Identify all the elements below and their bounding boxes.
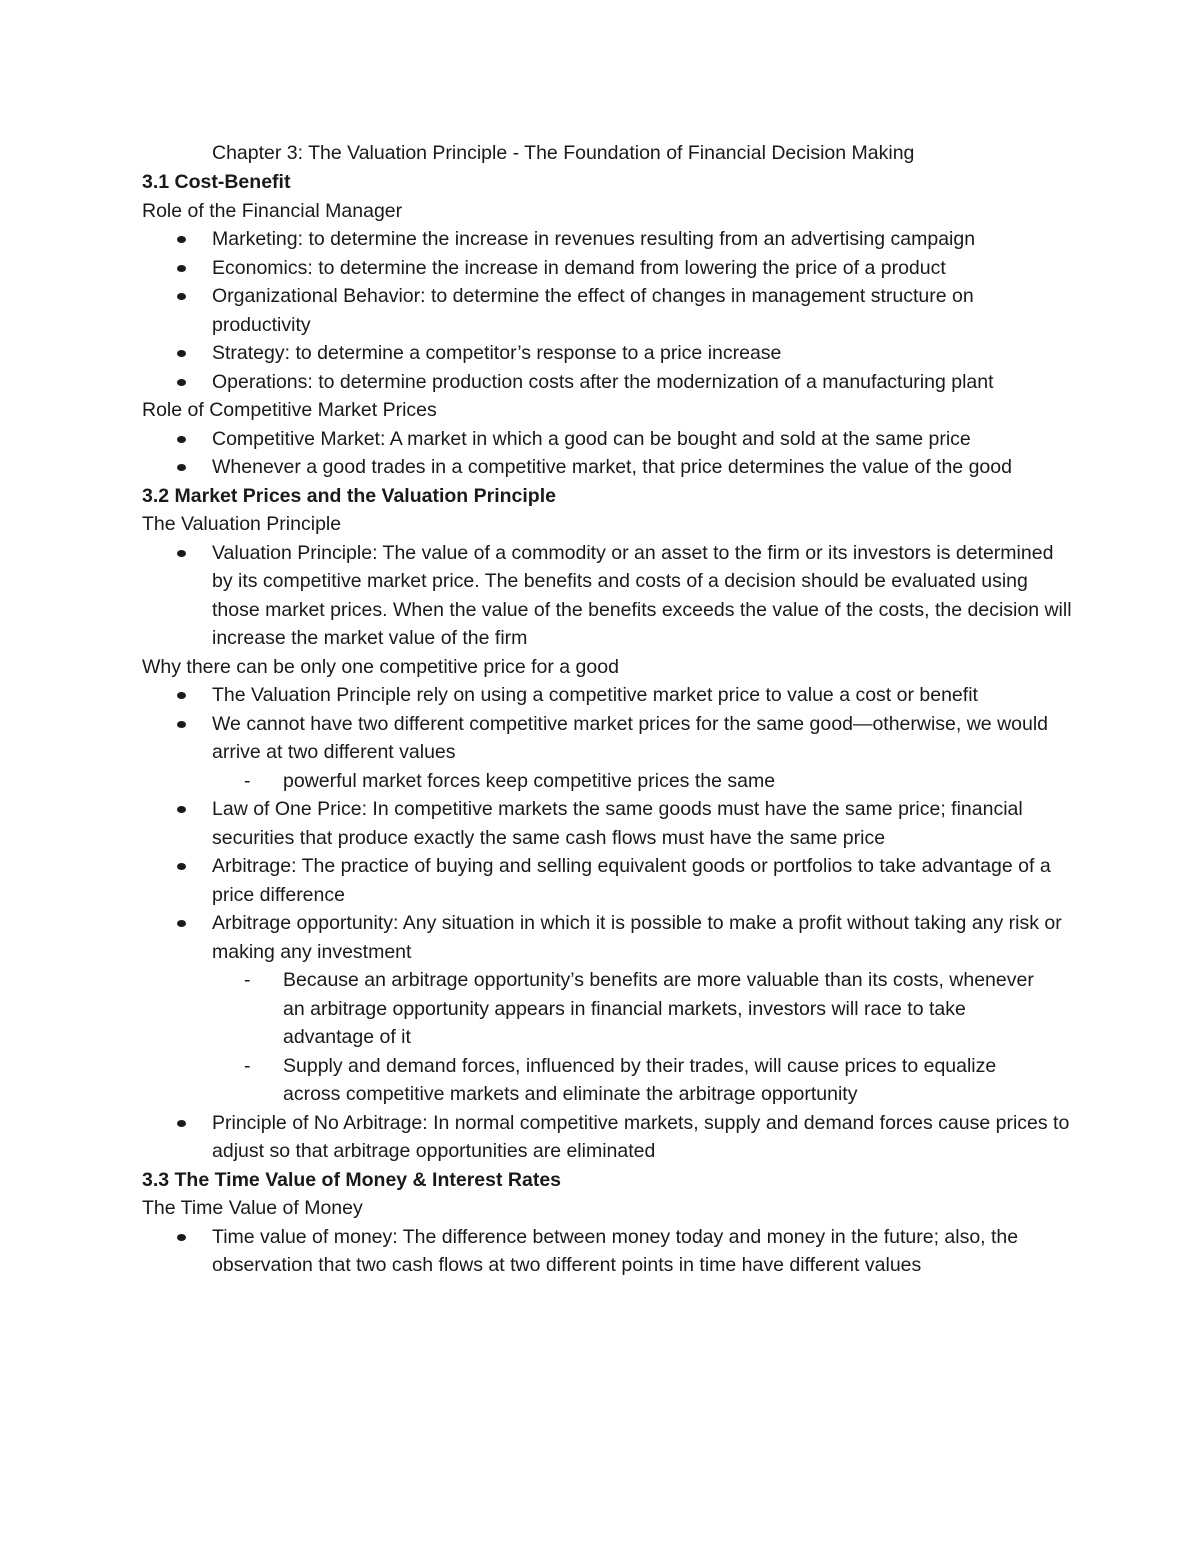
sub-bullet-text: Supply and demand forces, influenced by their trades, will cause prices to equalize across competitive markets and eliminate the arbitrage opportunity: [283, 1054, 997, 1105]
subsection-title: The Valuation Principle: [142, 513, 342, 535]
sub-bullet-item: [212, 966, 1043, 1052]
bullet-icon: [177, 464, 186, 471]
sub-bullet-text: Because an arbitrage opportunity’s benefits are more valuable than its costs, whenever an arbitrage opportunity appears in financial markets, investors will race to take advantage of it: [283, 969, 1034, 1048]
bullet-list: [142, 225, 1072, 396]
bullet-icon: [177, 692, 186, 699]
sub-bullet-list: [212, 966, 1072, 1109]
bullet-icon: [177, 350, 186, 357]
bullet-icon: [177, 293, 186, 300]
bullet-text: Time value of money: The difference between money today and money in the future; also, the observation that two cash flows at two different points in time have different values: [212, 1225, 1019, 1276]
bullet-list: [142, 425, 1072, 482]
dash-icon: -: [244, 969, 251, 991]
bullet-item: [142, 368, 1072, 397]
bullet-icon: [177, 806, 186, 813]
section-heading: 3.2 Market Prices and the Valuation Principle: [142, 484, 556, 507]
dash-icon: -: [244, 769, 251, 792]
bullet-text: The Valuation Principle rely on using a competitive market price to value a cost or benefit: [212, 684, 978, 706]
bullet-item: [142, 795, 1072, 852]
bullet-list: [142, 1223, 1072, 1280]
bullet-text: Arbitrage: The practice of buying and selling equivalent goods or portfolios to take advantage of a price difference: [212, 855, 1051, 906]
bullet-item: [142, 710, 1072, 796]
bullet-icon: [177, 920, 186, 927]
bullet-icon: [177, 379, 186, 386]
bullet-text: Strategy: to determine a competitor’s response to a price increase: [212, 342, 782, 364]
bullet-icon: [177, 236, 186, 243]
bullet-icon: [177, 550, 186, 557]
bullet-icon: [177, 265, 186, 272]
bullet-text: Whenever a good trades in a competitive market, that price determines the value of the good: [212, 456, 1012, 478]
section-heading: 3.3 The Time Value of Money & Interest Rates: [142, 1168, 562, 1191]
dash-icon: -: [244, 1054, 251, 1077]
section-heading: 3.1 Cost-Benefit: [142, 171, 291, 193]
bullet-text: Valuation Principle: The value of a commodity or an asset to the firm or its investors is determined by its competitive market price. The benefits and costs of a decision should be evaluated using those market prices. When the value of the benefits exceeds the value of the costs, the decision will increase the market value of the firm: [212, 541, 1072, 649]
bullet-item: [142, 425, 1072, 454]
bullet-text: Economics: to determine the increase in demand from lowering the price of a product: [212, 256, 946, 279]
bullet-text: Organizational Behavior: to determine the effect of changes in management structure on productivity: [212, 285, 974, 336]
sub-bullet-text: powerful market forces keep competitive prices the same: [283, 769, 776, 792]
sub-bullet-item: [212, 1052, 1043, 1109]
bullet-icon: [177, 436, 186, 443]
bullet-text: Marketing: to determine the increase in revenues resulting from an advertising campaign: [212, 228, 976, 250]
document-section: [142, 482, 1072, 1166]
bullet-item: [142, 1109, 1072, 1166]
bullet-icon: [177, 1120, 186, 1127]
subsection-title: Role of Competitive Market Prices: [142, 399, 437, 421]
bullet-text: We cannot have two different competitive market prices for the same good—otherwise, we would arrive at two different values: [212, 712, 1049, 763]
sub-bullet-list: [212, 767, 1072, 796]
bullet-icon: [177, 1234, 186, 1241]
bullet-text: Operations: to determine production costs after the modernization of a manufacturing plant: [212, 370, 994, 393]
bullet-item: [142, 339, 1072, 368]
document-section: [142, 1166, 1072, 1280]
bullet-item: [142, 852, 1072, 909]
bullet-item: [142, 453, 1072, 482]
bullet-icon: [177, 863, 186, 870]
bullet-item: [142, 909, 1072, 1109]
bullet-item: [142, 254, 1072, 283]
bullet-item: [142, 539, 1072, 653]
document-title: Chapter 3: The Valuation Principle - The Foundation of Financial Decision Making: [212, 142, 915, 164]
bullet-text: Competitive Market: A market in which a good can be bought and sold at the same price: [212, 427, 971, 450]
subsection-title: The Time Value of Money: [142, 1197, 363, 1219]
subsection-title: Why there can be only one competitive price for a good: [142, 655, 619, 678]
subsection-title: Role of the Financial Manager: [142, 199, 403, 222]
bullet-item: [142, 681, 1072, 710]
bullet-list: [142, 539, 1072, 653]
bullet-item: [142, 225, 1072, 254]
bullet-item: [142, 282, 1072, 339]
bullet-list: [142, 681, 1072, 1166]
bullet-text: Principle of No Arbitrage: In normal competitive markets, supply and demand forces cause prices to adjust so that arbitrage opportunities are eliminated: [212, 1111, 1070, 1162]
bullet-item: [142, 1223, 1072, 1280]
document-section: [142, 168, 1072, 482]
bullet-text: Arbitrage opportunity: Any situation in which it is possible to make a profit without taking any risk or making any investment: [212, 912, 1062, 963]
bullet-icon: [177, 721, 186, 728]
bullet-text: Law of One Price: In competitive markets the same goods must have the same price; financial securities that produce exactly the same cash flows must have the same price: [212, 798, 1023, 849]
document-body: [142, 168, 1072, 1280]
sub-bullet-item: [212, 767, 1043, 796]
